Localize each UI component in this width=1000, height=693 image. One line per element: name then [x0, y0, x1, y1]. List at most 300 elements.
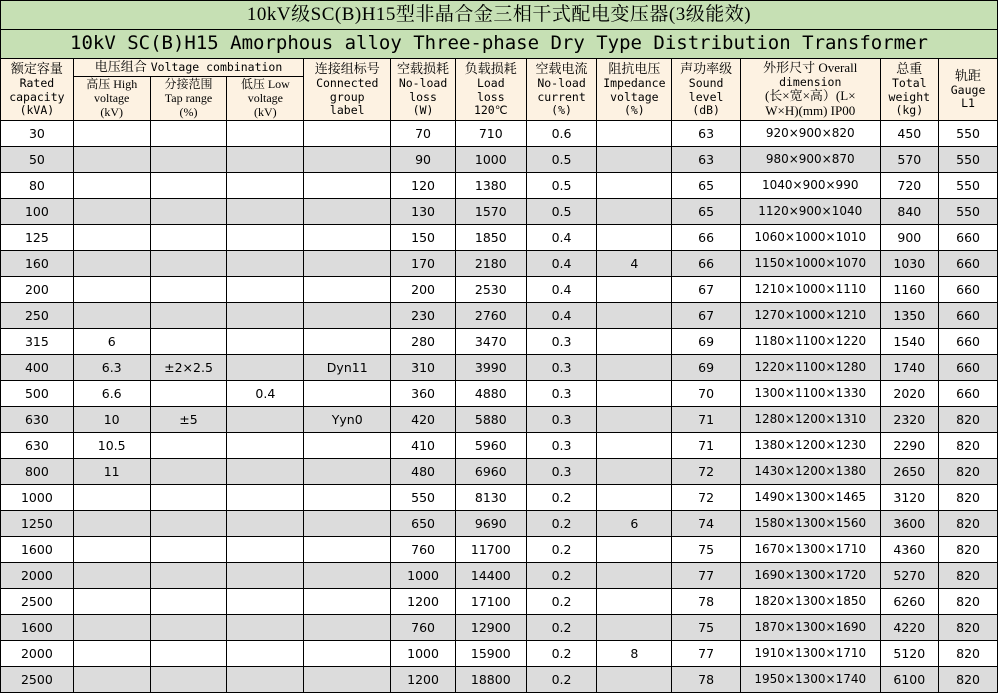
cell-hv-11: 11 [73, 459, 150, 485]
table-row [1, 355, 998, 381]
table-row [1, 199, 998, 225]
cell-dimension: 1060×1000×1010 [740, 225, 880, 251]
cell-no-load-loss: 310 [391, 355, 456, 381]
cell-hv [73, 121, 150, 147]
cell-group-label [304, 667, 391, 693]
cell-tap [150, 173, 227, 199]
cell-gauge: 820 [939, 485, 998, 511]
cell-load-loss: 8130 [455, 485, 526, 511]
cell-weight: 1540 [880, 329, 939, 355]
cell-no-load-loss: 360 [391, 381, 456, 407]
cell-tap [150, 563, 227, 589]
page-title-en: 10kV SC(B)H15 Amorphous alloy Three-phase Dry Type Distribution Transformer [1, 30, 998, 59]
table-row [1, 641, 998, 667]
cell-load-loss: 6960 [455, 459, 526, 485]
cell-no-load-loss: 1000 [391, 563, 456, 589]
cell-hv [73, 563, 150, 589]
cell-dimension: 1910×1300×1710 [740, 641, 880, 667]
cell-weight: 450 [880, 121, 939, 147]
cell-impedance [597, 667, 672, 693]
cell-sound: 78 [672, 589, 741, 615]
cell-impedance [597, 121, 672, 147]
table-row [1, 381, 998, 407]
cell-load-loss: 710 [455, 121, 526, 147]
title-row-cn [1, 1, 998, 30]
cell-no-load-current: 0.2 [526, 563, 597, 589]
cell-lv [227, 537, 304, 563]
cell-tap [150, 147, 227, 173]
cell-load-loss: 2530 [455, 277, 526, 303]
cell-no-load-loss: 70 [391, 121, 456, 147]
cell-group-label [304, 277, 391, 303]
cell-weight: 840 [880, 199, 939, 225]
cell-weight: 2650 [880, 459, 939, 485]
cell-no-load-loss: 760 [391, 537, 456, 563]
cell-group-label [304, 511, 391, 537]
cell-hv [73, 251, 150, 277]
cell-load-loss: 5960 [455, 433, 526, 459]
cell-dimension: 1820×1300×1850 [740, 589, 880, 615]
cell-tap [150, 511, 227, 537]
col-header-hv: 高压 High voltage (kV) [73, 76, 150, 120]
cell-gauge: 550 [939, 147, 998, 173]
table-row [1, 303, 998, 329]
cell-sound: 67 [672, 303, 741, 329]
cell-dimension: 1280×1200×1310 [740, 407, 880, 433]
cell-lv [227, 147, 304, 173]
cell-dimension: 1150×1000×1070 [740, 251, 880, 277]
table-row [1, 329, 998, 355]
cell-gauge: 660 [939, 303, 998, 329]
cell-group-label [304, 381, 391, 407]
cell-tap [150, 303, 227, 329]
col-header-sound-level: 声功率级 Sound level (dB) [672, 59, 741, 121]
cell-tap-2x25: ±2×2.5 [150, 355, 227, 381]
cell-sound: 65 [672, 199, 741, 225]
cell-group-label [304, 537, 391, 563]
cell-weight: 3600 [880, 511, 939, 537]
cell-no-load-current: 0.4 [526, 303, 597, 329]
cell-no-load-current: 0.5 [526, 147, 597, 173]
cell-capacity: 2500 [1, 589, 74, 615]
cell-group-label [304, 329, 391, 355]
cell-hv [73, 147, 150, 173]
table-row [1, 147, 998, 173]
cell-impedance [597, 407, 672, 433]
cell-no-load-loss: 1000 [391, 641, 456, 667]
cell-no-load-current: 0.3 [526, 433, 597, 459]
cell-load-loss: 11700 [455, 537, 526, 563]
cell-dimension: 980×900×870 [740, 147, 880, 173]
cell-weight: 1160 [880, 277, 939, 303]
cell-impedance-4: 4 [597, 251, 672, 277]
cell-no-load-current: 0.2 [526, 589, 597, 615]
cell-impedance-6: 6 [597, 511, 672, 537]
cell-gauge: 660 [939, 355, 998, 381]
cell-no-load-loss: 230 [391, 303, 456, 329]
cell-impedance [597, 459, 672, 485]
cell-lv [227, 589, 304, 615]
cell-tap [150, 433, 227, 459]
cell-tap [150, 485, 227, 511]
cell-dimension: 1220×1100×1280 [740, 355, 880, 381]
cell-lv [227, 121, 304, 147]
cell-weight: 570 [880, 147, 939, 173]
cell-capacity: 2000 [1, 641, 74, 667]
cell-no-load-loss: 90 [391, 147, 456, 173]
cell-gauge: 660 [939, 381, 998, 407]
cell-load-loss: 5880 [455, 407, 526, 433]
cell-gauge: 550 [939, 173, 998, 199]
cell-capacity: 200 [1, 277, 74, 303]
cell-load-loss: 1000 [455, 147, 526, 173]
cell-sound: 78 [672, 667, 741, 693]
cell-group-label [304, 433, 391, 459]
cell-sound: 77 [672, 641, 741, 667]
cell-sound: 69 [672, 355, 741, 381]
cell-tap [150, 615, 227, 641]
col-header-group-label: 连接组标号 Connected group label [304, 59, 391, 121]
cell-impedance [597, 225, 672, 251]
cell-impedance [597, 199, 672, 225]
cell-hv [73, 537, 150, 563]
cell-gauge: 820 [939, 537, 998, 563]
cell-sound: 71 [672, 433, 741, 459]
cell-no-load-current: 0.2 [526, 485, 597, 511]
cell-dimension: 1580×1300×1560 [740, 511, 880, 537]
cell-dimension: 1380×1200×1230 [740, 433, 880, 459]
cell-group-label [304, 303, 391, 329]
cell-load-loss: 2180 [455, 251, 526, 277]
table-row [1, 615, 998, 641]
cell-weight: 900 [880, 225, 939, 251]
cell-dimension: 1430×1200×1380 [740, 459, 880, 485]
cell-dimension: 1300×1100×1330 [740, 381, 880, 407]
col-header-no-load-current: 空载电流 No-load current (%) [526, 59, 597, 121]
cell-hv-10-5: 10.5 [73, 433, 150, 459]
table-row [1, 459, 998, 485]
cell-tap-5: ±5 [150, 407, 227, 433]
col-header-overall-dimension: 外形尺寸 Overall dimension (长×宽×高）(L× W×H)(mm) IP00 [740, 59, 880, 121]
cell-load-loss: 12900 [455, 615, 526, 641]
cell-hv [73, 485, 150, 511]
cell-lv-0-4: 0.4 [227, 381, 304, 407]
cell-load-loss: 17100 [455, 589, 526, 615]
cell-weight: 1350 [880, 303, 939, 329]
cell-capacity: 1250 [1, 511, 74, 537]
cell-sound: 63 [672, 121, 741, 147]
table-row [1, 537, 998, 563]
table-row [1, 173, 998, 199]
col-header-lv: 低压 Low voltage (kV) [227, 76, 304, 120]
cell-lv [227, 277, 304, 303]
cell-hv [73, 303, 150, 329]
cell-no-load-current: 0.3 [526, 407, 597, 433]
cell-sound: 66 [672, 225, 741, 251]
cell-hv [73, 199, 150, 225]
cell-tap [150, 277, 227, 303]
cell-capacity: 100 [1, 199, 74, 225]
cell-hv [73, 589, 150, 615]
cell-capacity: 160 [1, 251, 74, 277]
cell-weight: 5270 [880, 563, 939, 589]
cell-no-load-current: 0.3 [526, 381, 597, 407]
cell-lv [227, 355, 304, 381]
cell-tap [150, 459, 227, 485]
cell-load-loss: 3990 [455, 355, 526, 381]
cell-lv [227, 615, 304, 641]
cell-load-loss: 14400 [455, 563, 526, 589]
table-row [1, 667, 998, 693]
page-title-cn: 10kV级SC(B)H15型非晶合金三相干式配电变压器(3级能效) [1, 1, 998, 30]
cell-sound: 69 [672, 329, 741, 355]
cell-dimension: 1490×1300×1465 [740, 485, 880, 511]
cell-tap [150, 381, 227, 407]
table-row [1, 589, 998, 615]
cell-gauge: 820 [939, 433, 998, 459]
cell-group-label [304, 121, 391, 147]
cell-load-loss: 1850 [455, 225, 526, 251]
cell-tap [150, 667, 227, 693]
cell-capacity: 630 [1, 433, 74, 459]
table-row [1, 485, 998, 511]
cell-lv [227, 485, 304, 511]
cell-lv [227, 563, 304, 589]
cell-hv [73, 511, 150, 537]
cell-gauge: 820 [939, 511, 998, 537]
cell-lv [227, 173, 304, 199]
cell-dimension: 1210×1000×1110 [740, 277, 880, 303]
cell-load-loss: 9690 [455, 511, 526, 537]
cell-lv [227, 433, 304, 459]
cell-impedance [597, 355, 672, 381]
cell-gauge: 550 [939, 121, 998, 147]
cell-sound: 74 [672, 511, 741, 537]
cell-hv [73, 225, 150, 251]
cell-no-load-current: 0.2 [526, 537, 597, 563]
cell-group-label [304, 589, 391, 615]
table-row [1, 407, 998, 433]
cell-tap [150, 121, 227, 147]
table-row [1, 511, 998, 537]
cell-no-load-current: 0.3 [526, 355, 597, 381]
cell-no-load-loss: 410 [391, 433, 456, 459]
cell-no-load-loss: 760 [391, 615, 456, 641]
cell-gauge: 660 [939, 251, 998, 277]
cell-impedance [597, 173, 672, 199]
cell-no-load-loss: 280 [391, 329, 456, 355]
cell-no-load-loss: 120 [391, 173, 456, 199]
cell-dimension: 1670×1300×1710 [740, 537, 880, 563]
cell-sound: 77 [672, 563, 741, 589]
col-header-no-load-loss: 空载损耗 No-load loss (W) [391, 59, 456, 121]
cell-sound: 70 [672, 381, 741, 407]
cell-sound: 67 [672, 277, 741, 303]
cell-gauge: 820 [939, 459, 998, 485]
cell-capacity: 30 [1, 121, 74, 147]
cell-impedance [597, 329, 672, 355]
cell-gauge: 820 [939, 615, 998, 641]
cell-dimension: 1950×1300×1740 [740, 667, 880, 693]
cell-capacity: 2500 [1, 667, 74, 693]
table-row [1, 121, 998, 147]
cell-weight: 6100 [880, 667, 939, 693]
cell-load-loss: 1570 [455, 199, 526, 225]
cell-hv [73, 641, 150, 667]
cell-hv [73, 667, 150, 693]
cell-tap [150, 329, 227, 355]
cell-no-load-loss: 170 [391, 251, 456, 277]
cell-weight: 1740 [880, 355, 939, 381]
cell-tap [150, 225, 227, 251]
cell-load-loss: 3470 [455, 329, 526, 355]
cell-no-load-current: 0.3 [526, 329, 597, 355]
cell-no-load-current: 0.4 [526, 251, 597, 277]
cell-tap [150, 199, 227, 225]
table-row [1, 251, 998, 277]
cell-hv [73, 615, 150, 641]
cell-sound: 72 [672, 459, 741, 485]
cell-capacity: 1600 [1, 537, 74, 563]
cell-load-loss: 2760 [455, 303, 526, 329]
cell-gauge: 820 [939, 407, 998, 433]
cell-hv-6: 6 [73, 329, 150, 355]
cell-sound: 66 [672, 251, 741, 277]
cell-no-load-loss: 1200 [391, 667, 456, 693]
cell-hv [73, 173, 150, 199]
cell-capacity: 1600 [1, 615, 74, 641]
cell-weight: 2290 [880, 433, 939, 459]
cell-sound: 75 [672, 615, 741, 641]
cell-no-load-current: 0.4 [526, 277, 597, 303]
cell-lv [227, 303, 304, 329]
cell-sound: 72 [672, 485, 741, 511]
cell-weight: 1030 [880, 251, 939, 277]
cell-no-load-loss: 650 [391, 511, 456, 537]
cell-dimension: 920×900×820 [740, 121, 880, 147]
cell-tap [150, 537, 227, 563]
cell-weight: 4220 [880, 615, 939, 641]
cell-gauge: 820 [939, 589, 998, 615]
cell-sound: 63 [672, 147, 741, 173]
col-header-total-weight: 总重 Total weight (kg) [880, 59, 939, 121]
cell-dimension: 1870×1300×1690 [740, 615, 880, 641]
cell-no-load-loss: 200 [391, 277, 456, 303]
cell-hv-6-6: 6.6 [73, 381, 150, 407]
table-row [1, 433, 998, 459]
cell-capacity: 80 [1, 173, 74, 199]
cell-lv [227, 407, 304, 433]
cell-weight: 2020 [880, 381, 939, 407]
cell-sound: 65 [672, 173, 741, 199]
cell-group-label [304, 147, 391, 173]
cell-no-load-current: 0.2 [526, 641, 597, 667]
cell-weight: 2320 [880, 407, 939, 433]
cell-capacity: 125 [1, 225, 74, 251]
cell-lv [227, 511, 304, 537]
cell-impedance [597, 277, 672, 303]
cell-impedance [597, 615, 672, 641]
cell-no-load-current: 0.6 [526, 121, 597, 147]
cell-group-label [304, 251, 391, 277]
cell-weight: 720 [880, 173, 939, 199]
cell-dimension: 1120×900×1040 [740, 199, 880, 225]
cell-no-load-current: 0.3 [526, 459, 597, 485]
cell-weight: 5120 [880, 641, 939, 667]
cell-tap [150, 589, 227, 615]
cell-dimension: 1270×1000×1210 [740, 303, 880, 329]
title-row-en [1, 30, 998, 59]
cell-impedance [597, 537, 672, 563]
cell-lv [227, 251, 304, 277]
cell-dimension: 1040×900×990 [740, 173, 880, 199]
cell-tap [150, 641, 227, 667]
cell-impedance [597, 303, 672, 329]
cell-group-label [304, 173, 391, 199]
cell-group-label [304, 485, 391, 511]
cell-no-load-current: 0.5 [526, 173, 597, 199]
cell-no-load-loss: 550 [391, 485, 456, 511]
cell-capacity: 315 [1, 329, 74, 355]
cell-group-label-dyn11: Dyn11 [304, 355, 391, 381]
cell-impedance [597, 147, 672, 173]
cell-group-label-yyn0: Yyn0 [304, 407, 391, 433]
cell-lv [227, 199, 304, 225]
cell-gauge: 820 [939, 641, 998, 667]
col-header-rated-capacity: 额定容量 Rated capacity (kVA) [1, 59, 74, 121]
cell-impedance [597, 589, 672, 615]
col-header-tap-range: 分接范围 Tap range (%) [150, 76, 227, 120]
cell-weight: 6260 [880, 589, 939, 615]
cell-group-label [304, 641, 391, 667]
cell-capacity: 1000 [1, 485, 74, 511]
cell-impedance [597, 485, 672, 511]
cell-group-label [304, 225, 391, 251]
cell-sound: 71 [672, 407, 741, 433]
cell-load-loss: 15900 [455, 641, 526, 667]
cell-no-load-loss: 150 [391, 225, 456, 251]
cell-capacity: 400 [1, 355, 74, 381]
cell-group-label [304, 459, 391, 485]
cell-dimension: 1180×1100×1220 [740, 329, 880, 355]
cell-group-label [304, 563, 391, 589]
cell-no-load-loss: 420 [391, 407, 456, 433]
cell-group-label [304, 615, 391, 641]
cell-load-loss: 4880 [455, 381, 526, 407]
cell-gauge: 820 [939, 667, 998, 693]
cell-no-load-current: 0.2 [526, 511, 597, 537]
cell-sound: 75 [672, 537, 741, 563]
cell-group-label [304, 199, 391, 225]
col-header-load-loss: 负载损耗 Load loss 120℃ [455, 59, 526, 121]
cell-capacity: 630 [1, 407, 74, 433]
cell-lv [227, 641, 304, 667]
cell-gauge: 820 [939, 563, 998, 589]
cell-impedance [597, 563, 672, 589]
cell-gauge: 660 [939, 225, 998, 251]
cell-tap [150, 251, 227, 277]
col-header-voltage-combination: 电压组合 Voltage combination [73, 59, 303, 77]
cell-no-load-current: 0.2 [526, 667, 597, 693]
cell-capacity: 800 [1, 459, 74, 485]
cell-hv [73, 277, 150, 303]
cell-hv-10: 10 [73, 407, 150, 433]
cell-no-load-loss: 130 [391, 199, 456, 225]
table-row [1, 563, 998, 589]
col-header-gauge: 轨距 Gauge L1 [939, 59, 998, 121]
cell-load-loss: 18800 [455, 667, 526, 693]
cell-no-load-current: 0.5 [526, 199, 597, 225]
